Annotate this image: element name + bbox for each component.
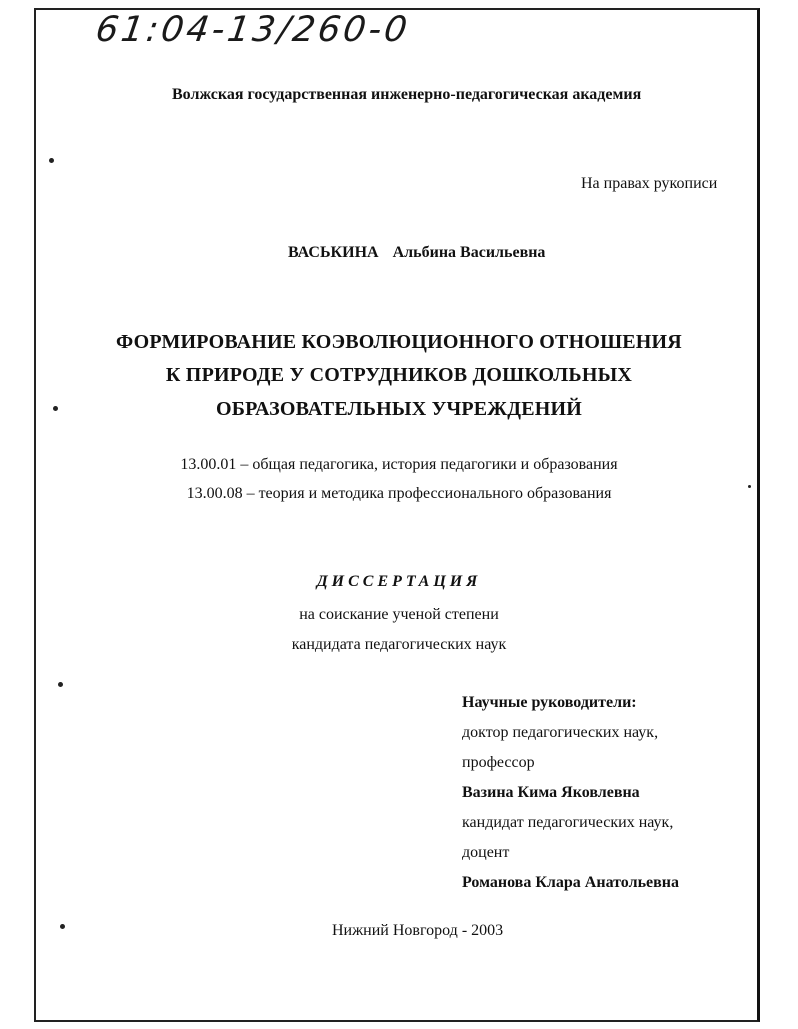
- advisor-1-degree: доктор педагогических наук,: [462, 724, 659, 741]
- specialty-1: 13.00.01 – общая педагогика, история педагогики и образования: [180, 456, 618, 473]
- author-surname: ВАСЬКИНА: [288, 244, 379, 261]
- degree-line-1: на соискание ученой степени: [299, 606, 499, 623]
- place-and-year: Нижний Новгород - 2003: [332, 922, 504, 939]
- document-type: ДИССЕРТАЦИЯ: [316, 573, 482, 590]
- advisor-1-title: профессор: [462, 754, 535, 771]
- page-border: [34, 8, 760, 1022]
- institution-name: Волжская государственная инженерно-педагогическая академия: [172, 86, 642, 103]
- scan-speck: [60, 924, 65, 929]
- degree-line-2: кандидата педагогических наук: [291, 636, 507, 653]
- advisor-2-name: Романова Клара Анатольевна: [462, 874, 679, 891]
- author-given-names: Альбина Васильевна: [392, 244, 546, 261]
- advisor-2-title: доцент: [462, 844, 510, 861]
- manuscript-rights-note: На правах рукописи: [581, 175, 718, 192]
- advisor-1-name: Вазина Кима Яковлевна: [462, 784, 640, 801]
- handwritten-archive-code: 61:04-13/260-0: [93, 10, 413, 50]
- scan-speck: [53, 406, 58, 411]
- advisors-heading: Научные руководители:: [462, 694, 637, 711]
- specialty-2: 13.00.08 – теория и методика профессионального образования: [186, 485, 612, 502]
- title-line-2: К ПРИРОДЕ У СОТРУДНИКОВ ДОШКОЛЬНЫХ: [165, 364, 633, 386]
- scan-speck: [49, 158, 54, 163]
- advisor-2-degree: кандидат педагогических наук,: [462, 814, 674, 831]
- scan-speck: [58, 682, 63, 687]
- scan-speck: [748, 485, 751, 488]
- title-line-3: ОБРАЗОВАТЕЛЬНЫХ УЧРЕЖДЕНИЙ: [215, 398, 583, 420]
- title-line-1: ФОРМИРОВАНИЕ КОЭВОЛЮЦИОННОГО ОТНОШЕНИЯ: [116, 331, 682, 353]
- author-name: [288, 244, 545, 262]
